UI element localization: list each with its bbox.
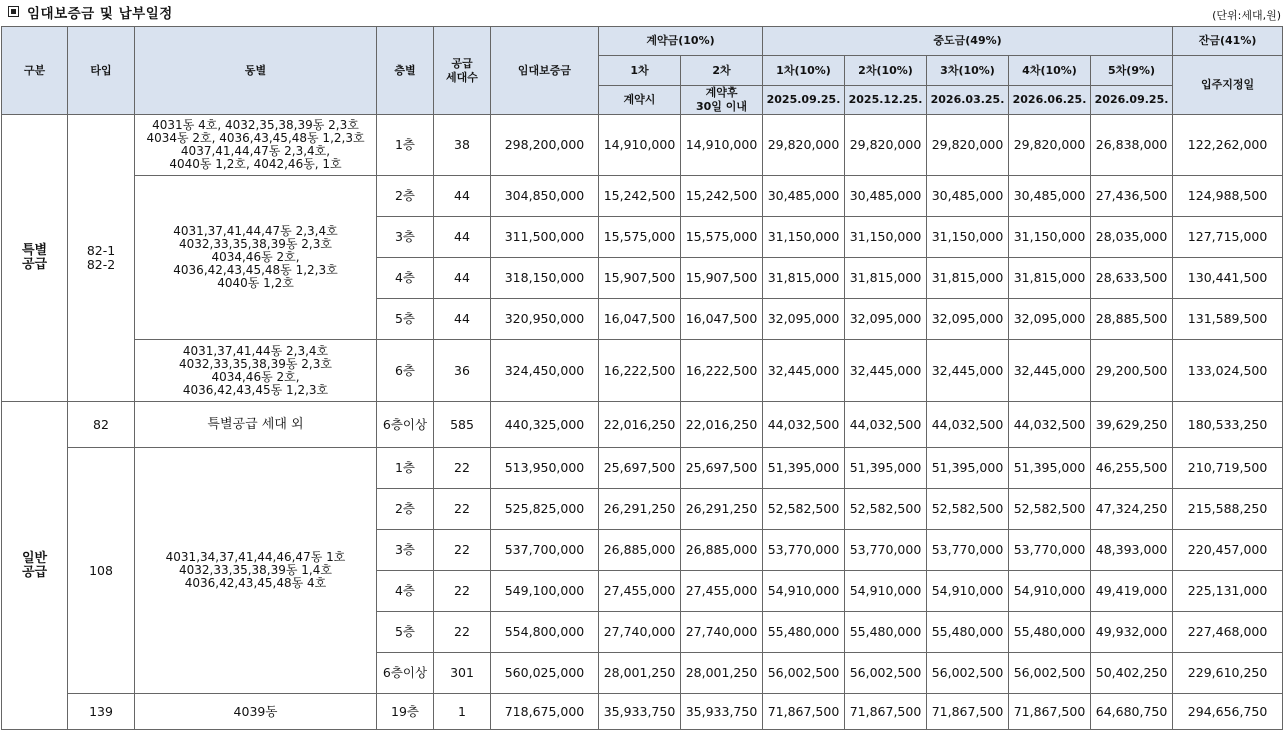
contract-1-cell: 15,907,500	[599, 258, 681, 299]
interim-2-cell: 44,032,500	[845, 402, 927, 448]
dong-line: 4032,33,35,38,39동 2,3호	[179, 356, 332, 371]
contract-2-cell: 15,907,500	[681, 258, 763, 299]
floor-cell: 2층	[377, 176, 434, 217]
interim-3-cell: 53,770,000	[927, 530, 1009, 571]
table-row	[2, 115, 1283, 176]
floor-cell: 1층	[377, 448, 434, 489]
group-general	[2, 402, 68, 730]
balance-cell: 210,719,500	[1173, 448, 1283, 489]
interim-4-cell: 51,395,000	[1009, 448, 1091, 489]
contract-1-cell: 15,575,000	[599, 217, 681, 258]
header-interim-1: 1차(10%)	[763, 56, 845, 86]
deposit-cell: 554,800,000	[491, 612, 599, 653]
interim-5-cell: 50,402,250	[1091, 653, 1173, 694]
interim-3-cell: 30,485,000	[927, 176, 1009, 217]
interim-4-cell: 31,150,000	[1009, 217, 1091, 258]
group-special-line: 특별	[21, 243, 48, 258]
interim-3-cell: 55,480,000	[927, 612, 1009, 653]
balance-cell: 215,588,250	[1173, 489, 1283, 530]
contract-2-cell: 25,697,500	[681, 448, 763, 489]
contract-2-cell: 35,933,750	[681, 694, 763, 730]
contract-2-cell: 15,242,500	[681, 176, 763, 217]
balance-cell: 130,441,500	[1173, 258, 1283, 299]
unit-note: (단위:세대,원)	[1212, 9, 1281, 22]
type-82: 82	[68, 402, 135, 448]
deposit-cell: 525,825,000	[491, 489, 599, 530]
balance-cell: 229,610,250	[1173, 653, 1283, 694]
type-special	[68, 115, 135, 402]
group-special	[2, 115, 68, 402]
header-contract: 계약금(10%)	[599, 27, 763, 56]
dong-line: 4040동 1,2호, 4042,46동, 1호	[169, 157, 342, 171]
interim-4-cell: 32,095,000	[1009, 299, 1091, 340]
floor-cell: 2층	[377, 489, 434, 530]
header-interim-2: 2차(10%)	[845, 56, 927, 86]
interim-2-cell: 31,815,000	[845, 258, 927, 299]
contract-1-cell: 14,910,000	[599, 115, 681, 176]
interim-3-cell: 31,815,000	[927, 258, 1009, 299]
deposit-cell: 560,025,000	[491, 653, 599, 694]
interim-2-cell: 32,095,000	[845, 299, 927, 340]
interim-4-cell: 31,815,000	[1009, 258, 1091, 299]
contract-1-cell: 22,016,250	[599, 402, 681, 448]
interim-3-cell: 51,395,000	[927, 448, 1009, 489]
header-interim-5: 5차(9%)	[1091, 56, 1173, 86]
type-special-line: 82-1	[86, 243, 116, 258]
interim-3-cell: 32,445,000	[927, 340, 1009, 402]
contract-1-cell: 28,001,250	[599, 653, 681, 694]
interim-3-cell: 71,867,500	[927, 694, 1009, 730]
contract-2-cell: 14,910,000	[681, 115, 763, 176]
title-text: 임대보증금 및 납부일정	[27, 6, 173, 22]
floor-cell: 4층	[377, 258, 434, 299]
dong-cell	[135, 694, 377, 730]
header-interim-4-date: 2026.06.25.	[1009, 86, 1091, 115]
dong-cell	[135, 340, 377, 402]
table-row	[2, 402, 1283, 448]
header-contract-2-when	[681, 86, 763, 115]
floor-cell: 6층이상	[377, 402, 434, 448]
deposit-cell: 320,950,000	[491, 299, 599, 340]
header-supply	[434, 27, 491, 115]
header-category: 구분	[2, 27, 68, 115]
interim-4-cell: 54,910,000	[1009, 571, 1091, 612]
supply-cell: 22	[434, 571, 491, 612]
dong-line: 4036,42,43,45,48동 4호	[184, 576, 327, 590]
interim-4-cell: 55,480,000	[1009, 612, 1091, 653]
supply-cell: 44	[434, 299, 491, 340]
supply-cell: 36	[434, 340, 491, 402]
interim-3-cell: 52,582,500	[927, 489, 1009, 530]
supply-cell: 22	[434, 612, 491, 653]
interim-2-cell: 55,480,000	[845, 612, 927, 653]
header-supply-line2: 세대수	[446, 70, 478, 84]
interim-1-cell: 53,770,000	[763, 530, 845, 571]
contract-1-cell: 35,933,750	[599, 694, 681, 730]
interim-5-cell: 28,885,500	[1091, 299, 1173, 340]
table-row	[2, 448, 1283, 489]
supply-cell: 44	[434, 258, 491, 299]
interim-3-cell: 54,910,000	[927, 571, 1009, 612]
interim-1-cell: 44,032,500	[763, 402, 845, 448]
interim-5-cell: 26,838,000	[1091, 115, 1173, 176]
header-type: 타입	[68, 27, 135, 115]
dong-cell	[135, 176, 377, 340]
interim-4-cell: 44,032,500	[1009, 402, 1091, 448]
contract-2-cell: 15,575,000	[681, 217, 763, 258]
interim-1-cell: 52,582,500	[763, 489, 845, 530]
contract-2-cell: 16,047,500	[681, 299, 763, 340]
deposit-cell: 298,200,000	[491, 115, 599, 176]
floor-cell: 3층	[377, 217, 434, 258]
balance-cell: 131,589,500	[1173, 299, 1283, 340]
dong-cell	[135, 448, 377, 694]
supply-cell: 22	[434, 489, 491, 530]
interim-3-cell: 56,002,500	[927, 653, 1009, 694]
interim-4-cell: 71,867,500	[1009, 694, 1091, 730]
deposit-schedule-table	[1, 26, 1283, 730]
floor-cell: 3층	[377, 530, 434, 571]
interim-2-cell: 30,485,000	[845, 176, 927, 217]
interim-4-cell: 52,582,500	[1009, 489, 1091, 530]
interim-2-cell: 71,867,500	[845, 694, 927, 730]
interim-3-cell: 32,095,000	[927, 299, 1009, 340]
interim-1-cell: 51,395,000	[763, 448, 845, 489]
interim-5-cell: 27,436,500	[1091, 176, 1173, 217]
supply-cell: 22	[434, 530, 491, 571]
contract-1-cell: 26,291,250	[599, 489, 681, 530]
supply-cell: 301	[434, 653, 491, 694]
interim-1-cell: 29,820,000	[763, 115, 845, 176]
dong-line: 4040동 1,2호	[217, 276, 294, 290]
contract-2-cell: 22,016,250	[681, 402, 763, 448]
deposit-cell: 718,675,000	[491, 694, 599, 730]
deposit-cell: 324,450,000	[491, 340, 599, 402]
supply-cell: 44	[434, 176, 491, 217]
dong-cell	[135, 402, 377, 448]
supply-cell: 585	[434, 402, 491, 448]
header-interim-4: 4차(10%)	[1009, 56, 1091, 86]
balance-cell: 227,468,000	[1173, 612, 1283, 653]
supply-cell: 22	[434, 448, 491, 489]
interim-2-cell: 53,770,000	[845, 530, 927, 571]
floor-cell: 1층	[377, 115, 434, 176]
type-108: 108	[68, 448, 135, 694]
interim-5-cell: 47,324,250	[1091, 489, 1173, 530]
table-row	[2, 340, 1283, 402]
balance-cell: 122,262,000	[1173, 115, 1283, 176]
square-bullet-icon	[8, 6, 19, 17]
header-contract-1-when: 계약시	[599, 86, 681, 115]
header-deposit: 임대보증금	[491, 27, 599, 115]
page-title	[8, 2, 173, 22]
interim-1-cell: 56,002,500	[763, 653, 845, 694]
dong-line: 4034,46동 2호,	[211, 250, 300, 264]
header-contract-2: 2차	[681, 56, 763, 86]
title-row	[0, 0, 1285, 26]
floor-cell: 5층	[377, 299, 434, 340]
interim-2-cell: 56,002,500	[845, 653, 927, 694]
interim-1-cell: 30,485,000	[763, 176, 845, 217]
dong-line: 4037,41,44,47동 2,3,4호,	[180, 144, 331, 158]
header-interim-3-date: 2026.03.25.	[927, 86, 1009, 115]
contract-2-cell: 27,455,000	[681, 571, 763, 612]
supply-cell: 38	[434, 115, 491, 176]
dong-line: 4032,33,35,38,39동 1,4호	[179, 563, 332, 577]
interim-4-cell: 30,485,000	[1009, 176, 1091, 217]
supply-cell: 44	[434, 217, 491, 258]
dong-line: 4031,34,37,41,44,46,47동 1호	[165, 550, 346, 564]
dong-line: 4034동 2호, 4036,43,45,48동 1,2,3호	[146, 131, 365, 145]
interim-1-cell: 54,910,000	[763, 571, 845, 612]
table-row	[2, 694, 1283, 730]
supply-cell: 1	[434, 694, 491, 730]
dong-line: 4036,42,43,45동 1,2,3호	[182, 382, 329, 397]
interim-5-cell: 29,200,500	[1091, 340, 1173, 402]
interim-4-cell: 56,002,500	[1009, 653, 1091, 694]
header-interim-2-date: 2025.12.25.	[845, 86, 927, 115]
dong-line: 4031,37,41,44동 2,3,4호	[182, 343, 329, 358]
interim-4-cell: 53,770,000	[1009, 530, 1091, 571]
dong-line: 4031,37,41,44,47동 2,3,4호	[173, 224, 338, 238]
interim-5-cell: 48,393,000	[1091, 530, 1173, 571]
header-balance: 잔금(41%)	[1173, 27, 1283, 56]
contract-1-cell: 25,697,500	[599, 448, 681, 489]
contract-2-cell: 27,740,000	[681, 612, 763, 653]
header-interim-1-date: 2025.09.25.	[763, 86, 845, 115]
type-special-line: 82-2	[86, 257, 116, 272]
balance-cell: 294,656,750	[1173, 694, 1283, 730]
floor-cell: 19층	[377, 694, 434, 730]
dong-line: 4036,42,43,45,48동 1,2,3호	[173, 263, 338, 277]
contract-2-cell: 16,222,500	[681, 340, 763, 402]
floor-cell: 5층	[377, 612, 434, 653]
interim-1-cell: 31,150,000	[763, 217, 845, 258]
interim-3-cell: 44,032,500	[927, 402, 1009, 448]
deposit-cell: 549,100,000	[491, 571, 599, 612]
contract-2-cell: 28,001,250	[681, 653, 763, 694]
contract-1-cell: 16,222,500	[599, 340, 681, 402]
header-contract-2-when-line1: 계약후	[705, 86, 738, 99]
interim-5-cell: 28,035,000	[1091, 217, 1173, 258]
interim-4-cell: 29,820,000	[1009, 115, 1091, 176]
dong-line: 4032,33,35,38,39동 2,3호	[179, 237, 332, 251]
interim-3-cell: 31,150,000	[927, 217, 1009, 258]
group-general-line: 공급	[21, 564, 48, 580]
dong-cell	[135, 115, 377, 176]
group-special-line: 공급	[21, 257, 48, 272]
dong-line: 4039동	[233, 703, 278, 719]
floor-cell: 6층이상	[377, 653, 434, 694]
balance-cell: 133,024,500	[1173, 340, 1283, 402]
contract-1-cell: 27,740,000	[599, 612, 681, 653]
balance-cell: 127,715,000	[1173, 217, 1283, 258]
interim-2-cell: 54,910,000	[845, 571, 927, 612]
interim-1-cell: 32,095,000	[763, 299, 845, 340]
deposit-cell: 440,325,000	[491, 402, 599, 448]
balance-cell: 225,131,000	[1173, 571, 1283, 612]
interim-5-cell: 28,633,500	[1091, 258, 1173, 299]
contract-2-cell: 26,885,000	[681, 530, 763, 571]
floor-cell: 6층	[377, 340, 434, 402]
interim-5-cell: 49,419,000	[1091, 571, 1173, 612]
interim-2-cell: 51,395,000	[845, 448, 927, 489]
dong-line: 4034,46동 2호,	[211, 369, 300, 384]
interim-1-cell: 31,815,000	[763, 258, 845, 299]
contract-1-cell: 27,455,000	[599, 571, 681, 612]
table-row	[2, 176, 1283, 217]
floor-cell: 4층	[377, 571, 434, 612]
contract-2-cell: 26,291,250	[681, 489, 763, 530]
contract-1-cell: 26,885,000	[599, 530, 681, 571]
deposit-cell: 304,850,000	[491, 176, 599, 217]
header-floor: 층별	[377, 27, 434, 115]
type-139: 139	[68, 694, 135, 730]
interim-5-cell: 49,932,000	[1091, 612, 1173, 653]
contract-1-cell: 16,047,500	[599, 299, 681, 340]
balance-cell: 124,988,500	[1173, 176, 1283, 217]
interim-5-cell: 64,680,750	[1091, 694, 1173, 730]
header-interim-5-date: 2026.09.25.	[1091, 86, 1173, 115]
dong-line: 특별공급 세대 외	[207, 416, 304, 432]
contract-1-cell: 15,242,500	[599, 176, 681, 217]
interim-5-cell: 39,629,250	[1091, 402, 1173, 448]
interim-2-cell: 32,445,000	[845, 340, 927, 402]
dong-line: 4031동 4호, 4032,35,38,39동 2,3호	[152, 118, 359, 132]
deposit-cell: 513,950,000	[491, 448, 599, 489]
interim-4-cell: 32,445,000	[1009, 340, 1091, 402]
interim-2-cell: 29,820,000	[845, 115, 927, 176]
header-balance-when: 입주지정일	[1173, 56, 1283, 115]
header-dong: 동별	[135, 27, 377, 115]
deposit-cell: 311,500,000	[491, 217, 599, 258]
header-interim-3: 3차(10%)	[927, 56, 1009, 86]
group-general-line: 일반	[21, 550, 48, 566]
deposit-cell: 537,700,000	[491, 530, 599, 571]
interim-1-cell: 55,480,000	[763, 612, 845, 653]
interim-1-cell: 71,867,500	[763, 694, 845, 730]
interim-3-cell: 29,820,000	[927, 115, 1009, 176]
header-supply-line1: 공급	[451, 56, 473, 70]
header-contract-1: 1차	[599, 56, 681, 86]
balance-cell: 180,533,250	[1173, 402, 1283, 448]
interim-2-cell: 52,582,500	[845, 489, 927, 530]
balance-cell: 220,457,000	[1173, 530, 1283, 571]
deposit-cell: 318,150,000	[491, 258, 599, 299]
interim-1-cell: 32,445,000	[763, 340, 845, 402]
header-interim: 중도금(49%)	[763, 27, 1173, 56]
interim-5-cell: 46,255,500	[1091, 448, 1173, 489]
interim-2-cell: 31,150,000	[845, 217, 927, 258]
header-contract-2-when-line2: 30일 이내	[696, 100, 748, 113]
